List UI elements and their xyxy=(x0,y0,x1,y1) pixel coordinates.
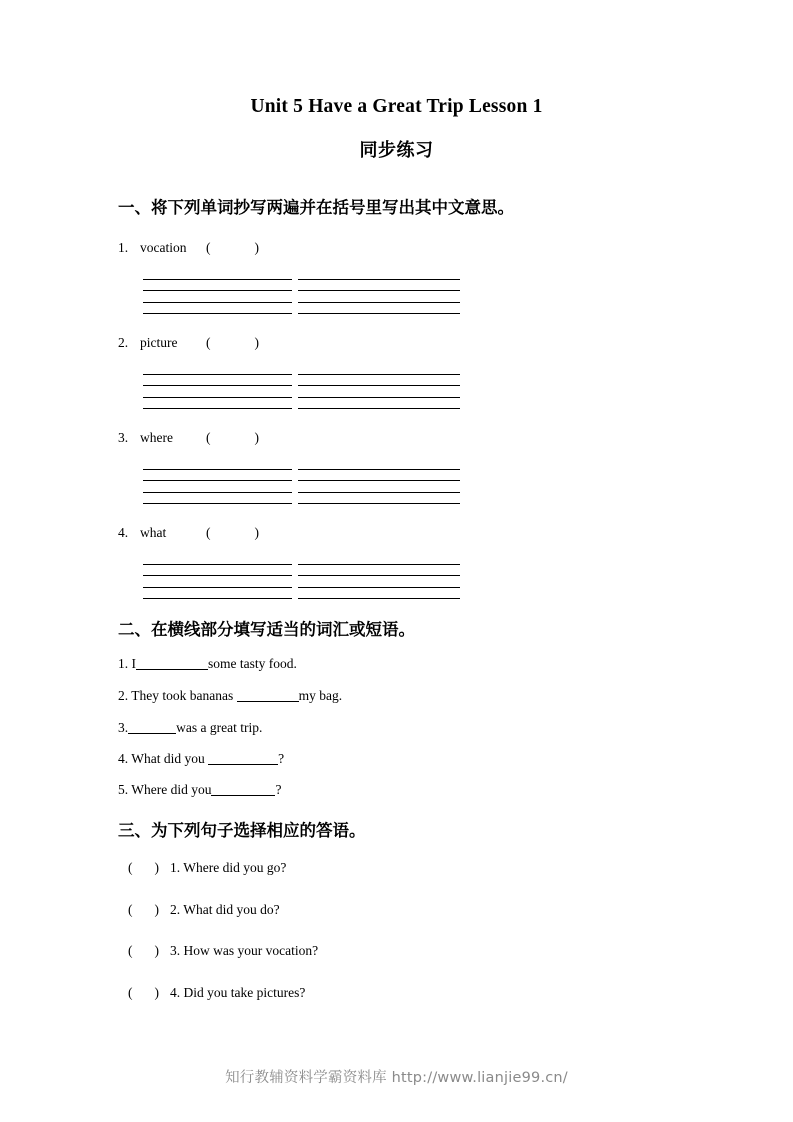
fill-item-1-suffix: some tasty food. xyxy=(208,656,297,671)
writing-line xyxy=(298,598,460,599)
writing-lines-3-left[interactable] xyxy=(143,467,292,507)
match-item-4-sentence: Did you take pictures? xyxy=(183,985,306,1000)
writing-line xyxy=(298,492,460,493)
writing-line xyxy=(298,385,460,386)
page-subtitle: 同步练习 xyxy=(359,140,434,161)
fill-item-2 xyxy=(118,688,342,704)
writing-line xyxy=(143,598,292,599)
fill-item-3-prefix: 3. xyxy=(118,720,129,735)
fill-item-5 xyxy=(118,782,281,798)
writing-lines-2[interactable] xyxy=(143,372,460,412)
fill-item-2-prefix: 2. They took bananas xyxy=(118,688,234,703)
writing-line xyxy=(143,564,292,565)
writing-line xyxy=(143,302,292,303)
word-item-1-paren-close: ) xyxy=(254,240,259,255)
writing-line xyxy=(298,397,460,398)
fill-item-2-blank[interactable] xyxy=(237,690,299,702)
match-item-2[interactable] xyxy=(128,902,280,918)
fill-item-5-suffix: ? xyxy=(275,782,282,797)
writing-line xyxy=(298,408,460,409)
fill-item-3-suffix: was a great trip. xyxy=(176,720,263,735)
fill-item-3-blank[interactable] xyxy=(128,722,176,734)
match-item-2-answer-box[interactable] xyxy=(128,902,164,918)
fill-item-1-prefix: 1. I xyxy=(118,656,136,671)
word-item-3-number: 3. xyxy=(118,430,129,445)
match-item-2-bracket-close: ) xyxy=(154,902,159,917)
writing-lines-4-right[interactable] xyxy=(298,562,460,602)
writing-line xyxy=(143,503,292,504)
word-item-3 xyxy=(118,430,259,446)
fill-item-1-blank[interactable] xyxy=(136,658,208,670)
fill-item-2-suffix: my bag. xyxy=(298,688,343,703)
fill-item-3 xyxy=(118,720,262,736)
word-item-2-number: 2. xyxy=(118,335,129,350)
match-item-3[interactable] xyxy=(128,943,318,959)
word-item-2-paren-close: ) xyxy=(254,335,259,350)
section-2-heading: 二、在横线部分填写适当的词汇或短语。 xyxy=(118,620,415,639)
writing-line xyxy=(143,408,292,409)
match-item-1-number: 1. xyxy=(170,860,181,875)
word-item-4-paren-close: ) xyxy=(254,525,259,540)
writing-line xyxy=(143,279,292,280)
word-item-2-word: picture xyxy=(140,335,178,350)
match-item-2-number: 2. xyxy=(170,902,181,917)
match-item-3-sentence: How was your vocation? xyxy=(183,943,319,958)
writing-line xyxy=(143,397,292,398)
match-item-4-answer-box[interactable] xyxy=(128,985,164,1001)
word-item-1-paren-open: ( xyxy=(206,240,211,255)
word-item-4-paren-open: ( xyxy=(206,525,211,540)
writing-line xyxy=(143,492,292,493)
writing-lines-2-right[interactable] xyxy=(298,372,460,412)
match-item-4-bracket-close: ) xyxy=(154,985,159,1000)
writing-line xyxy=(143,587,292,588)
writing-lines-3-right[interactable] xyxy=(298,467,460,507)
word-item-4 xyxy=(118,525,259,541)
writing-line xyxy=(298,290,460,291)
writing-line xyxy=(143,385,292,386)
section-3-heading: 三、为下列句子选择相应的答语。 xyxy=(118,821,366,840)
match-item-3-bracket-open: ( xyxy=(128,943,133,958)
match-item-2-bracket-open: ( xyxy=(128,902,133,917)
fill-item-5-blank[interactable] xyxy=(211,784,275,796)
fill-item-5-prefix: 5. Where did you xyxy=(118,782,212,797)
fill-item-1 xyxy=(118,656,297,672)
writing-lines-4[interactable] xyxy=(143,562,460,602)
match-item-1-bracket-close: ) xyxy=(154,860,159,875)
writing-line xyxy=(298,313,460,314)
writing-lines-3[interactable] xyxy=(143,467,460,507)
match-item-4-bracket-open: ( xyxy=(128,985,133,1000)
match-item-4[interactable] xyxy=(128,985,305,1001)
footer-watermark: 知行教辅资料学霸资料库 http://www.lianjie99.cn/ xyxy=(225,1070,568,1086)
writing-line xyxy=(298,469,460,470)
word-item-4-word: what xyxy=(140,525,167,540)
writing-line xyxy=(298,374,460,375)
fill-item-4 xyxy=(118,751,284,767)
writing-line xyxy=(298,302,460,303)
word-item-3-paren-close: ) xyxy=(254,430,259,445)
writing-line xyxy=(298,279,460,280)
writing-line xyxy=(298,587,460,588)
match-item-1-answer-box[interactable] xyxy=(128,860,164,876)
page-title: Unit 5 Have a Great Trip Lesson 1 xyxy=(250,96,543,117)
word-item-1 xyxy=(118,240,259,256)
match-item-1[interactable] xyxy=(128,860,286,876)
section-1-heading: 一、将下列单词抄写两遍并在括号里写出其中文意思。 xyxy=(118,198,514,217)
match-item-3-bracket-close: ) xyxy=(154,943,159,958)
writing-line xyxy=(143,469,292,470)
fill-item-4-blank[interactable] xyxy=(208,753,278,765)
match-item-1-sentence: Where did you go? xyxy=(183,860,287,875)
fill-item-4-suffix: ? xyxy=(278,751,285,766)
match-item-3-number: 3. xyxy=(170,943,181,958)
word-item-4-number: 4. xyxy=(118,525,129,540)
writing-lines-1[interactable] xyxy=(143,277,460,317)
match-item-2-sentence: What did you do? xyxy=(183,902,280,917)
match-item-4-number: 4. xyxy=(170,985,181,1000)
writing-line xyxy=(143,374,292,375)
match-item-3-answer-box[interactable] xyxy=(128,943,164,959)
writing-line xyxy=(143,290,292,291)
word-item-3-word: where xyxy=(140,430,173,445)
writing-line xyxy=(298,480,460,481)
word-item-2 xyxy=(118,335,259,351)
writing-line xyxy=(143,480,292,481)
word-item-1-number: 1. xyxy=(118,240,129,255)
writing-line xyxy=(298,503,460,504)
word-item-1-word: vocation xyxy=(140,240,187,255)
word-item-3-paren-open: ( xyxy=(206,430,211,445)
writing-lines-4-left[interactable] xyxy=(143,562,292,602)
writing-lines-2-left[interactable] xyxy=(143,372,292,412)
fill-item-4-prefix: 4. What did you xyxy=(118,751,205,766)
writing-line xyxy=(298,575,460,576)
match-item-1-bracket-open: ( xyxy=(128,860,133,875)
writing-line xyxy=(298,564,460,565)
word-item-2-paren-open: ( xyxy=(206,335,211,350)
writing-lines-1-right[interactable] xyxy=(298,277,460,317)
writing-line xyxy=(143,575,292,576)
writing-line xyxy=(143,313,292,314)
writing-lines-1-left[interactable] xyxy=(143,277,292,317)
